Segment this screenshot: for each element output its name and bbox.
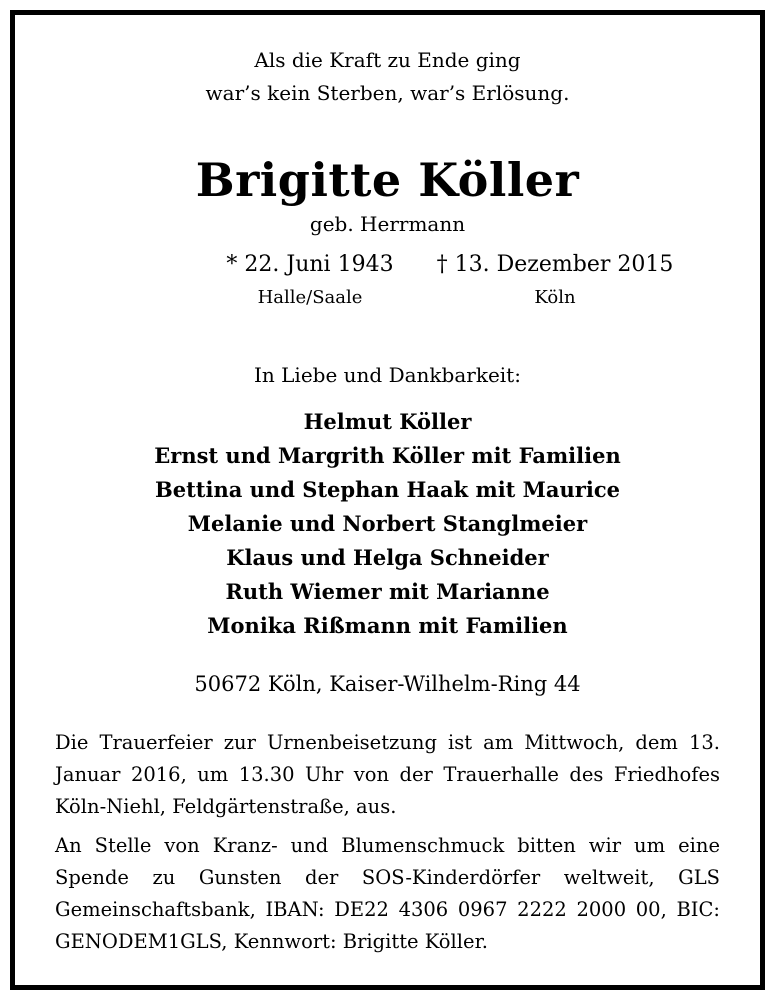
- donation-info: An Stelle von Kranz- und Blumenschmuck bitten wir um eine Spende zu Gunsten der SOS-Kinderdörfer weltweit, GLS Gemeinschaftsbank, IBAN: DE22 4306 0967 2222 2000 00, BIC: GENODEM1GLS, Kennwort: Brigitte Köller.: [55, 834, 720, 953]
- mourners-intro: In Liebe und Dankbarkeit:: [254, 363, 521, 387]
- mourner-entry: Monika Rißmann mit Familien: [207, 613, 568, 638]
- deceased-name: Brigitte Köller: [195, 153, 580, 207]
- mourner-entry: Ruth Wiemer mit Marianne: [225, 579, 550, 604]
- epitaph-quote: [55, 44, 720, 110]
- birth-date: * 22. Juni 1943: [226, 252, 394, 277]
- death-date: † 13. Dezember 2015: [436, 252, 674, 277]
- mourner-entry: Klaus und Helga Schneider: [226, 545, 549, 570]
- death-place: Köln: [534, 287, 576, 308]
- mourners-list: [55, 405, 720, 643]
- funeral-info: Die Trauerfeier zur Urnenbeisetzung ist am Mittwoch, dem 13. Januar 2016, um 13.30 Uhr von der Trauerhalle des Friedhofes Köln-Niehl, Feldgärtenstraße, aus.: [55, 731, 720, 818]
- mourner-entry: Melanie und Norbert Stanglmeier: [187, 511, 588, 536]
- mourner-entry: Ernst und Margrith Köller mit Familien: [154, 443, 621, 468]
- mourner-entry: Helmut Köller: [303, 409, 472, 434]
- maiden-name: geb. Herrmann: [309, 212, 466, 236]
- birth-place: Halle/Saale: [257, 287, 363, 308]
- quote-line-1: Als die Kraft zu Ende ging: [254, 48, 521, 72]
- quote-line-2: war’s kein Sterben, war’s Erlösung.: [205, 81, 570, 105]
- family-address: 50672 Köln, Kaiser-Wilhelm-Ring 44: [194, 672, 581, 696]
- mourner-entry: Bettina und Stephan Haak mit Maurice: [154, 477, 620, 502]
